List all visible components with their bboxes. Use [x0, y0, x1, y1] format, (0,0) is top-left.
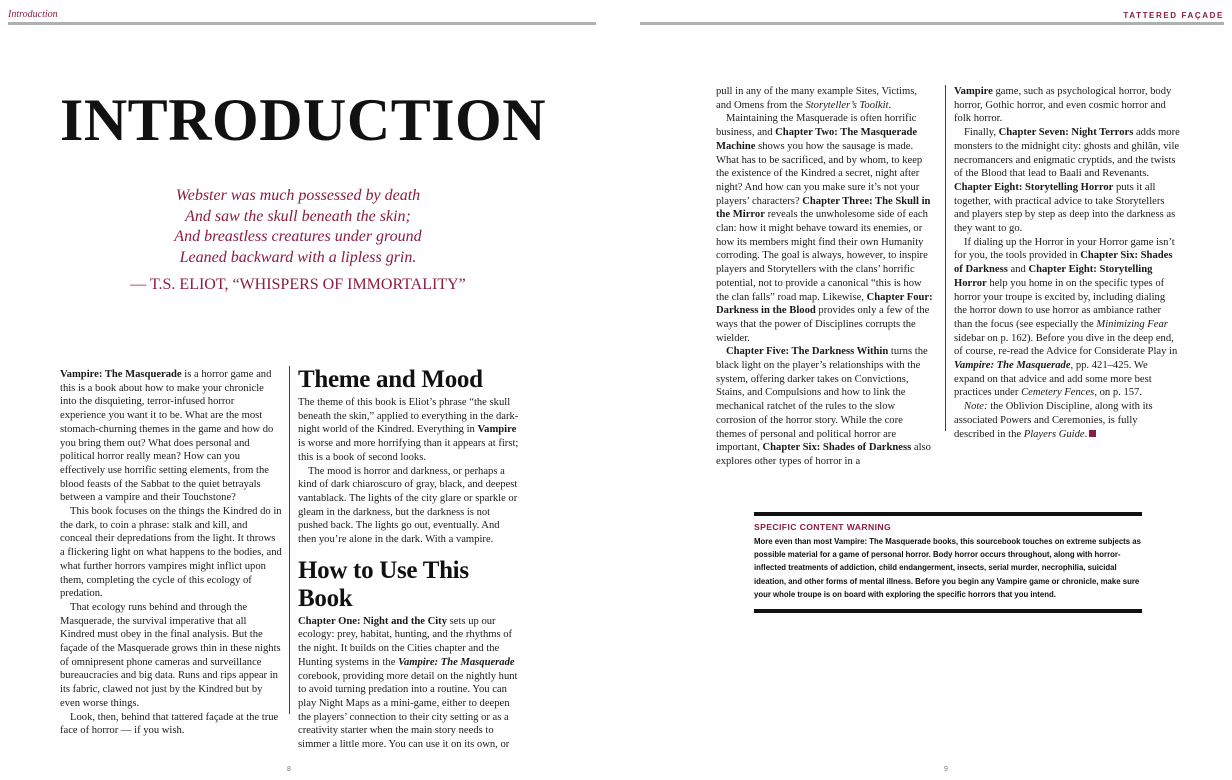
paragraph: This book focuses on the things the Kindred do in the dark, to coin a phrase: stalk and kill, and conceal their depredations from the light. It throws a flickering light on what happens to the bodies, and what further horrors vampires might inflict upon them, completing the cycle of this ecology of predation. — [60, 506, 282, 600]
bold-text: Chapter Eight: Storytelling Horror — [954, 181, 1114, 193]
column-divider — [289, 366, 290, 714]
paragraph-text: Finally, — [964, 127, 999, 139]
paragraph-text: . — [1084, 428, 1088, 440]
paragraph-text: game, such as psychological horror, body horror, Gothic horror, and even cosmic horror and folk horror. — [954, 86, 1172, 125]
paragraph — [60, 368, 282, 505]
paragraph — [298, 396, 520, 465]
bold-text: Chapter Five: The Darkness Within — [726, 346, 889, 358]
body-column-right-2 — [954, 85, 1180, 441]
paragraph-text: reveals the unwholesome side of each clan: how it might behave toward its enemies, or how its members might find their own Humanity corroding. The goal is always, however, to inspire players and Storytellers with the clans’ horrific potential, not to provide a canonical “this is how the clan falls” road map. Likewise, — [716, 209, 928, 303]
running-header-right: TATTERED FAÇADE — [1123, 11, 1224, 20]
paragraph: Look, then, behind that tattered façade at the true face of horror — if you wish. — [60, 711, 279, 737]
column-divider — [945, 85, 946, 431]
paragraph-text: is worse and more horrifying than it appears at first; this is a book of second looks. — [298, 438, 519, 463]
bold-text: Chapter Two: The Masquerade Machine — [716, 127, 918, 152]
warning-emphasis: Vampire — [996, 576, 1027, 586]
paragraph-text: is a horror game and this is a book about how to make your chronicle into the disquieting, terror-infused horror experience you want it to be. What are the most stomach-churning themes in the game and how do you bring them out? What does personal and political horror really mean? How can you effectively use horrific setting elements, from the blood feasts of the Sabbat to the quiet betrayals between a vampire and their Touchstone? — [60, 369, 274, 504]
bold-italic-text: Vampire: The Masquerade — [954, 360, 1071, 372]
paragraph — [954, 236, 1180, 400]
bold-text: Chapter Four: Darkness in the Blood — [716, 291, 933, 317]
italic-text: Minimizing Fear — [1096, 318, 1168, 330]
bold-text: Chapter Eight: Storytelling Horror — [954, 264, 1153, 289]
bold-text: Vampire: The Masquerade — [60, 369, 182, 380]
italic-text: Storyteller’s Toolkit — [805, 99, 889, 111]
paragraph-text: the Oblivion Discipline, along with its associated Powers and Ceremonies, is fully described in the — [954, 401, 1153, 440]
bold-text: Chapter Six: Shades of Darkness — [954, 250, 1173, 276]
paragraph-text: sidebar on p. 162). Before you dive in the deep end, of course, re-read the Advice for Considerate Play in — [954, 332, 1178, 358]
warning-title: SPECIFIC CONTENT WARNING — [754, 522, 892, 532]
paragraph — [298, 615, 520, 752]
bold-text: Chapter Six: Shades of Darkness — [762, 442, 912, 454]
warning-emphasis: Vampire: The Masquerade — [834, 537, 931, 546]
right-page — [616, 0, 1232, 780]
paragraph-text: , pp. 421–425. We expand on that advice and add some more best practices under — [954, 360, 1152, 399]
paragraph-text: sets up our ecology: prey, habitat, hunting, and the rhythms of the night. It builds on the Cities chapter and the Hunting systems in the — [298, 615, 513, 668]
running-header-left: Introduction — [8, 9, 58, 20]
section-heading-theme: Theme and Mood — [298, 366, 483, 393]
content-warning-box — [754, 512, 1142, 613]
body-column-left-2 — [298, 366, 520, 752]
warning-rule-top — [754, 512, 1142, 516]
paragraph-text: adds more monsters to the midnight city: ghosts and ghilân, vile necromancers and enigmatic cryptids, and the twists of the Blood that lead to Baali and Revenants. — [954, 127, 1180, 180]
page-number-right: 9 — [944, 766, 948, 773]
page-number-left: 8 — [287, 766, 291, 773]
paragraph-text: turns the black light on the player’s relationships with the system, offering darker takes on Convictions, Stains, and Compulsions and how to link the mechanical ratchet of the rules to the slow corrosion of the horror story. While the core themes of personal and political horror are important, — [716, 346, 928, 454]
paragraph — [954, 400, 1180, 441]
paragraph — [954, 85, 1180, 126]
paragraph-text: corebook, providing more detail on the nightly hunt to avoid turning predation into a routine. You can play Night Maps as a mini-game, either to deepen the players’ connection to their city setting or as a creativity starter when the main story needs to simmer a little more. You can use it on its own, or — [298, 670, 518, 751]
bold-text: Chapter Seven: Night Terrors — [998, 127, 1134, 139]
epigraph-line: Webster was much possessed by death — [175, 187, 421, 204]
bold-text: Vampire — [477, 424, 517, 436]
body-column-left-1 — [60, 368, 282, 738]
epigraph-line: And breastless creatures under ground — [174, 228, 422, 245]
body-column-right-1 — [716, 85, 934, 469]
warning-text: game or chronicle, make sure your whole troupe is on board with exploring the specific horrors that you intend. — [754, 576, 1140, 599]
header-rule-left — [8, 22, 596, 25]
epigraph-line: And saw the skull beneath the skin; — [185, 207, 411, 225]
epigraph — [110, 186, 486, 268]
warning-rule-bottom — [754, 609, 1142, 613]
paragraph-text: . — [888, 99, 892, 111]
italic-text: Note: — [964, 401, 988, 413]
bold-text: Vampire — [954, 86, 993, 97]
paragraph: The mood is horror and darkness, or perhaps a kind of dark chiaroscuro of gray, black, and deepest vantablack. The lights of the city glare or sparkle or gleam in the darkness, but the darkness is not pushed back. The lights go out, eventually. And then you’re alone in the dark. With a vampire. — [298, 465, 518, 546]
paragraph-text: If dialing up the Horror in your Horror game isn’t for you, the tools provided in — [954, 236, 1175, 262]
paragraph — [716, 112, 934, 345]
epigraph-line: Leaned backward with a lipless grin. — [179, 248, 417, 266]
warning-text: books, this sourcebook touches on extreme subjects as possible material for a game of personal horror. Body horror occurs throughout, along with horror-inflected treatments of addiction, child endangerment, insects, serial murder, necrophilia, suicidal ideation, and other forms of mental illness. Before you begin any — [754, 537, 1141, 586]
paragraph-text: also explores other types of horror in a — [716, 442, 931, 467]
bold-text: Chapter Three: The Skull in the Mirror — [716, 195, 931, 221]
header-rule-right — [640, 22, 1224, 25]
paragraph-text: pull in any of the many example Sites, Victims, and Omens from the — [716, 86, 918, 111]
paragraph — [716, 85, 934, 112]
paragraph-text: , on p. 157. — [1094, 387, 1142, 399]
paragraph: That ecology runs behind and through the Masquerade, the survival imperative that all Kindred must obey in the final analysis. But the façade of the Masquerade grows thin in these nights of omnipresent phone cameras and surveillance bureaucracies and big data. Runs and rips appear in its fabric, clawed not just by the Kindred but by even worse things. — [60, 601, 281, 709]
italic-text: Cemetery Fences — [1021, 387, 1095, 399]
paragraph-text: shows you how the sausage is made. What has to be sacrificed, and by whom, to keep the existence of the Kindred a secret, night after night? And how can you make sure it’s not your players’ characters? — [716, 140, 923, 207]
paragraph-text: help you home in on the specific types of horror your troupe is excited by, including dialing the horror down to use horror as ambiance rather than the focus (see especially the — [954, 277, 1166, 330]
paragraph-text: and — [1007, 264, 1029, 276]
paragraph-text: Maintaining the Masquerade is often horrific business, and — [716, 113, 917, 139]
warning-body — [754, 535, 1142, 601]
paragraph-text: puts it all together, with practical advice to take Storytellers and players step by step as deep into the darkness as they want to go. — [954, 181, 1176, 235]
paragraph-text: provides only a few of the ways that the power of Disciplines corrupts the wielder. — [716, 305, 930, 344]
bold-italic-text: Vampire: The Masquerade — [398, 656, 515, 668]
italic-text: Players Guide — [1023, 428, 1085, 440]
paragraph-text: The theme of this book is Eliot’s phrase “the skull beneath the skin,” applied to everything in the dark-night world of the Kindred. Everything in — [298, 397, 519, 436]
epigraph-attribution: — T.S. ELIOT, “WHISPERS OF IMMORTALITY” — [130, 276, 466, 293]
end-of-section-icon — [1089, 430, 1096, 437]
section-heading-how-to-use: How to Use This Book — [298, 556, 469, 612]
chapter-title: INTRODUCTION — [60, 87, 547, 153]
paragraph — [716, 345, 934, 468]
bold-text: Chapter One: Night and the City — [298, 615, 448, 627]
warning-text: More even than most — [754, 537, 835, 546]
paragraph — [954, 126, 1180, 236]
